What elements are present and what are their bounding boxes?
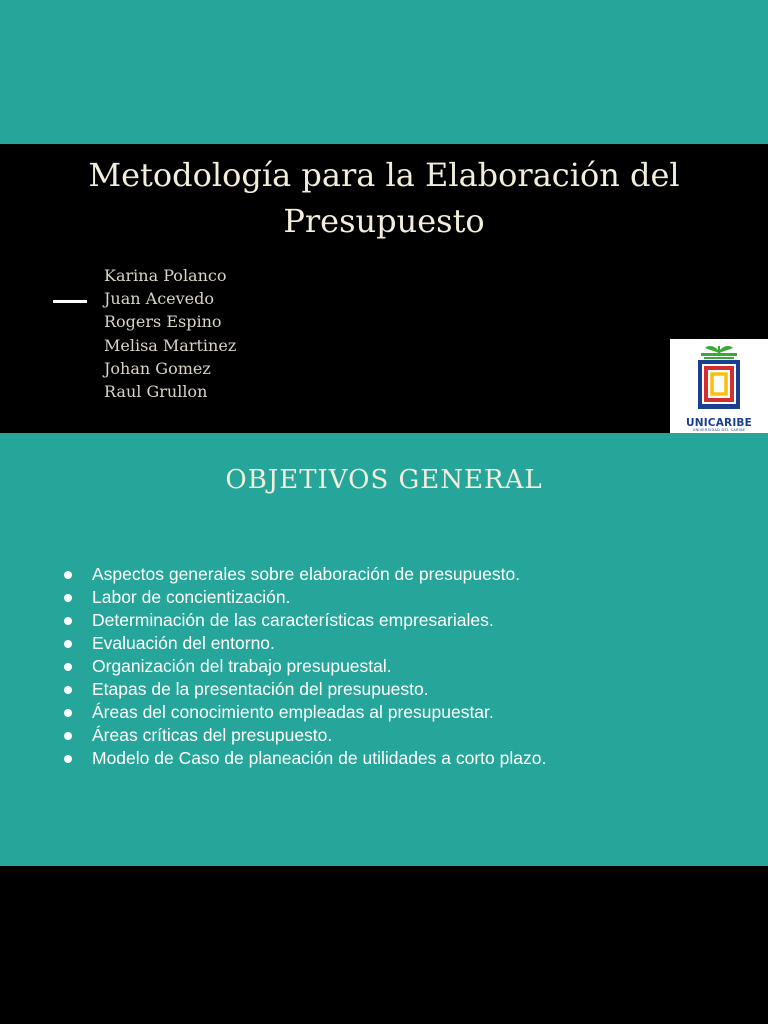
objective-text: Labor de concientización.: [92, 587, 291, 607]
objective-item: [62, 724, 546, 747]
objective-item: [62, 609, 546, 632]
bullet-icon: [64, 663, 72, 671]
bullet-icon: [64, 732, 72, 740]
objective-item: [62, 655, 546, 678]
logo-wordmark: UNICARIBE: [685, 417, 753, 429]
slide-title-line-1: Metodología para la Elaboración del: [88, 156, 680, 194]
objective-text: Áreas del conocimiento empleadas al presupuestar.: [92, 702, 494, 722]
author-name: Johan Gomez: [104, 358, 211, 378]
objectives-list: [62, 563, 546, 770]
objective-text: Etapas de la presentación del presupuesto.: [92, 679, 429, 699]
objectives-panel: [0, 433, 768, 866]
unicaribe-logo: [670, 339, 768, 433]
objective-item: [62, 586, 546, 609]
slide-title: [20, 152, 748, 244]
objectives-heading: OBJETIVOS GENERAL: [225, 465, 543, 495]
objective-text: Áreas críticas del presupuesto.: [92, 725, 333, 745]
bullet-icon: [64, 709, 72, 717]
decorative-dash: [53, 300, 87, 303]
bullet-icon: [64, 640, 72, 648]
objective-item: [62, 701, 546, 724]
author-name: Melisa Martinez: [104, 335, 237, 355]
objective-item: [62, 632, 546, 655]
objective-text: Organización del trabajo presupuestal.: [92, 656, 392, 676]
author-list: [104, 264, 236, 403]
objective-text: Aspectos generales sobre elaboración de presupuesto.: [92, 564, 521, 584]
bullet-icon: [64, 571, 72, 579]
author-name: Juan Acevedo: [104, 289, 215, 309]
bullet-icon: [64, 594, 72, 602]
bullet-icon: [64, 686, 72, 694]
author-name: Rogers Espino: [104, 312, 222, 332]
objective-text: Modelo de Caso de planeación de utilidades a corto plazo.: [92, 748, 547, 768]
top-teal-band: [0, 0, 768, 144]
bullet-icon: [64, 755, 72, 763]
slide-title-line-2: Presupuesto: [283, 202, 485, 240]
objective-item: [62, 678, 546, 701]
objective-item: [62, 747, 546, 770]
logo-subtitle: UNIVERSIDAD DEL CARIBE: [692, 428, 746, 432]
unicaribe-emblem-icon: [670, 339, 768, 417]
objective-item: [62, 563, 546, 586]
objective-text: Evaluación del entorno.: [92, 633, 275, 653]
author-name: Raul Grullon: [104, 382, 208, 402]
author-name: Karina Polanco: [104, 266, 227, 285]
objective-text: Determinación de las características empresariales.: [92, 610, 494, 630]
title-slide: [0, 144, 768, 433]
bullet-icon: [64, 617, 72, 625]
